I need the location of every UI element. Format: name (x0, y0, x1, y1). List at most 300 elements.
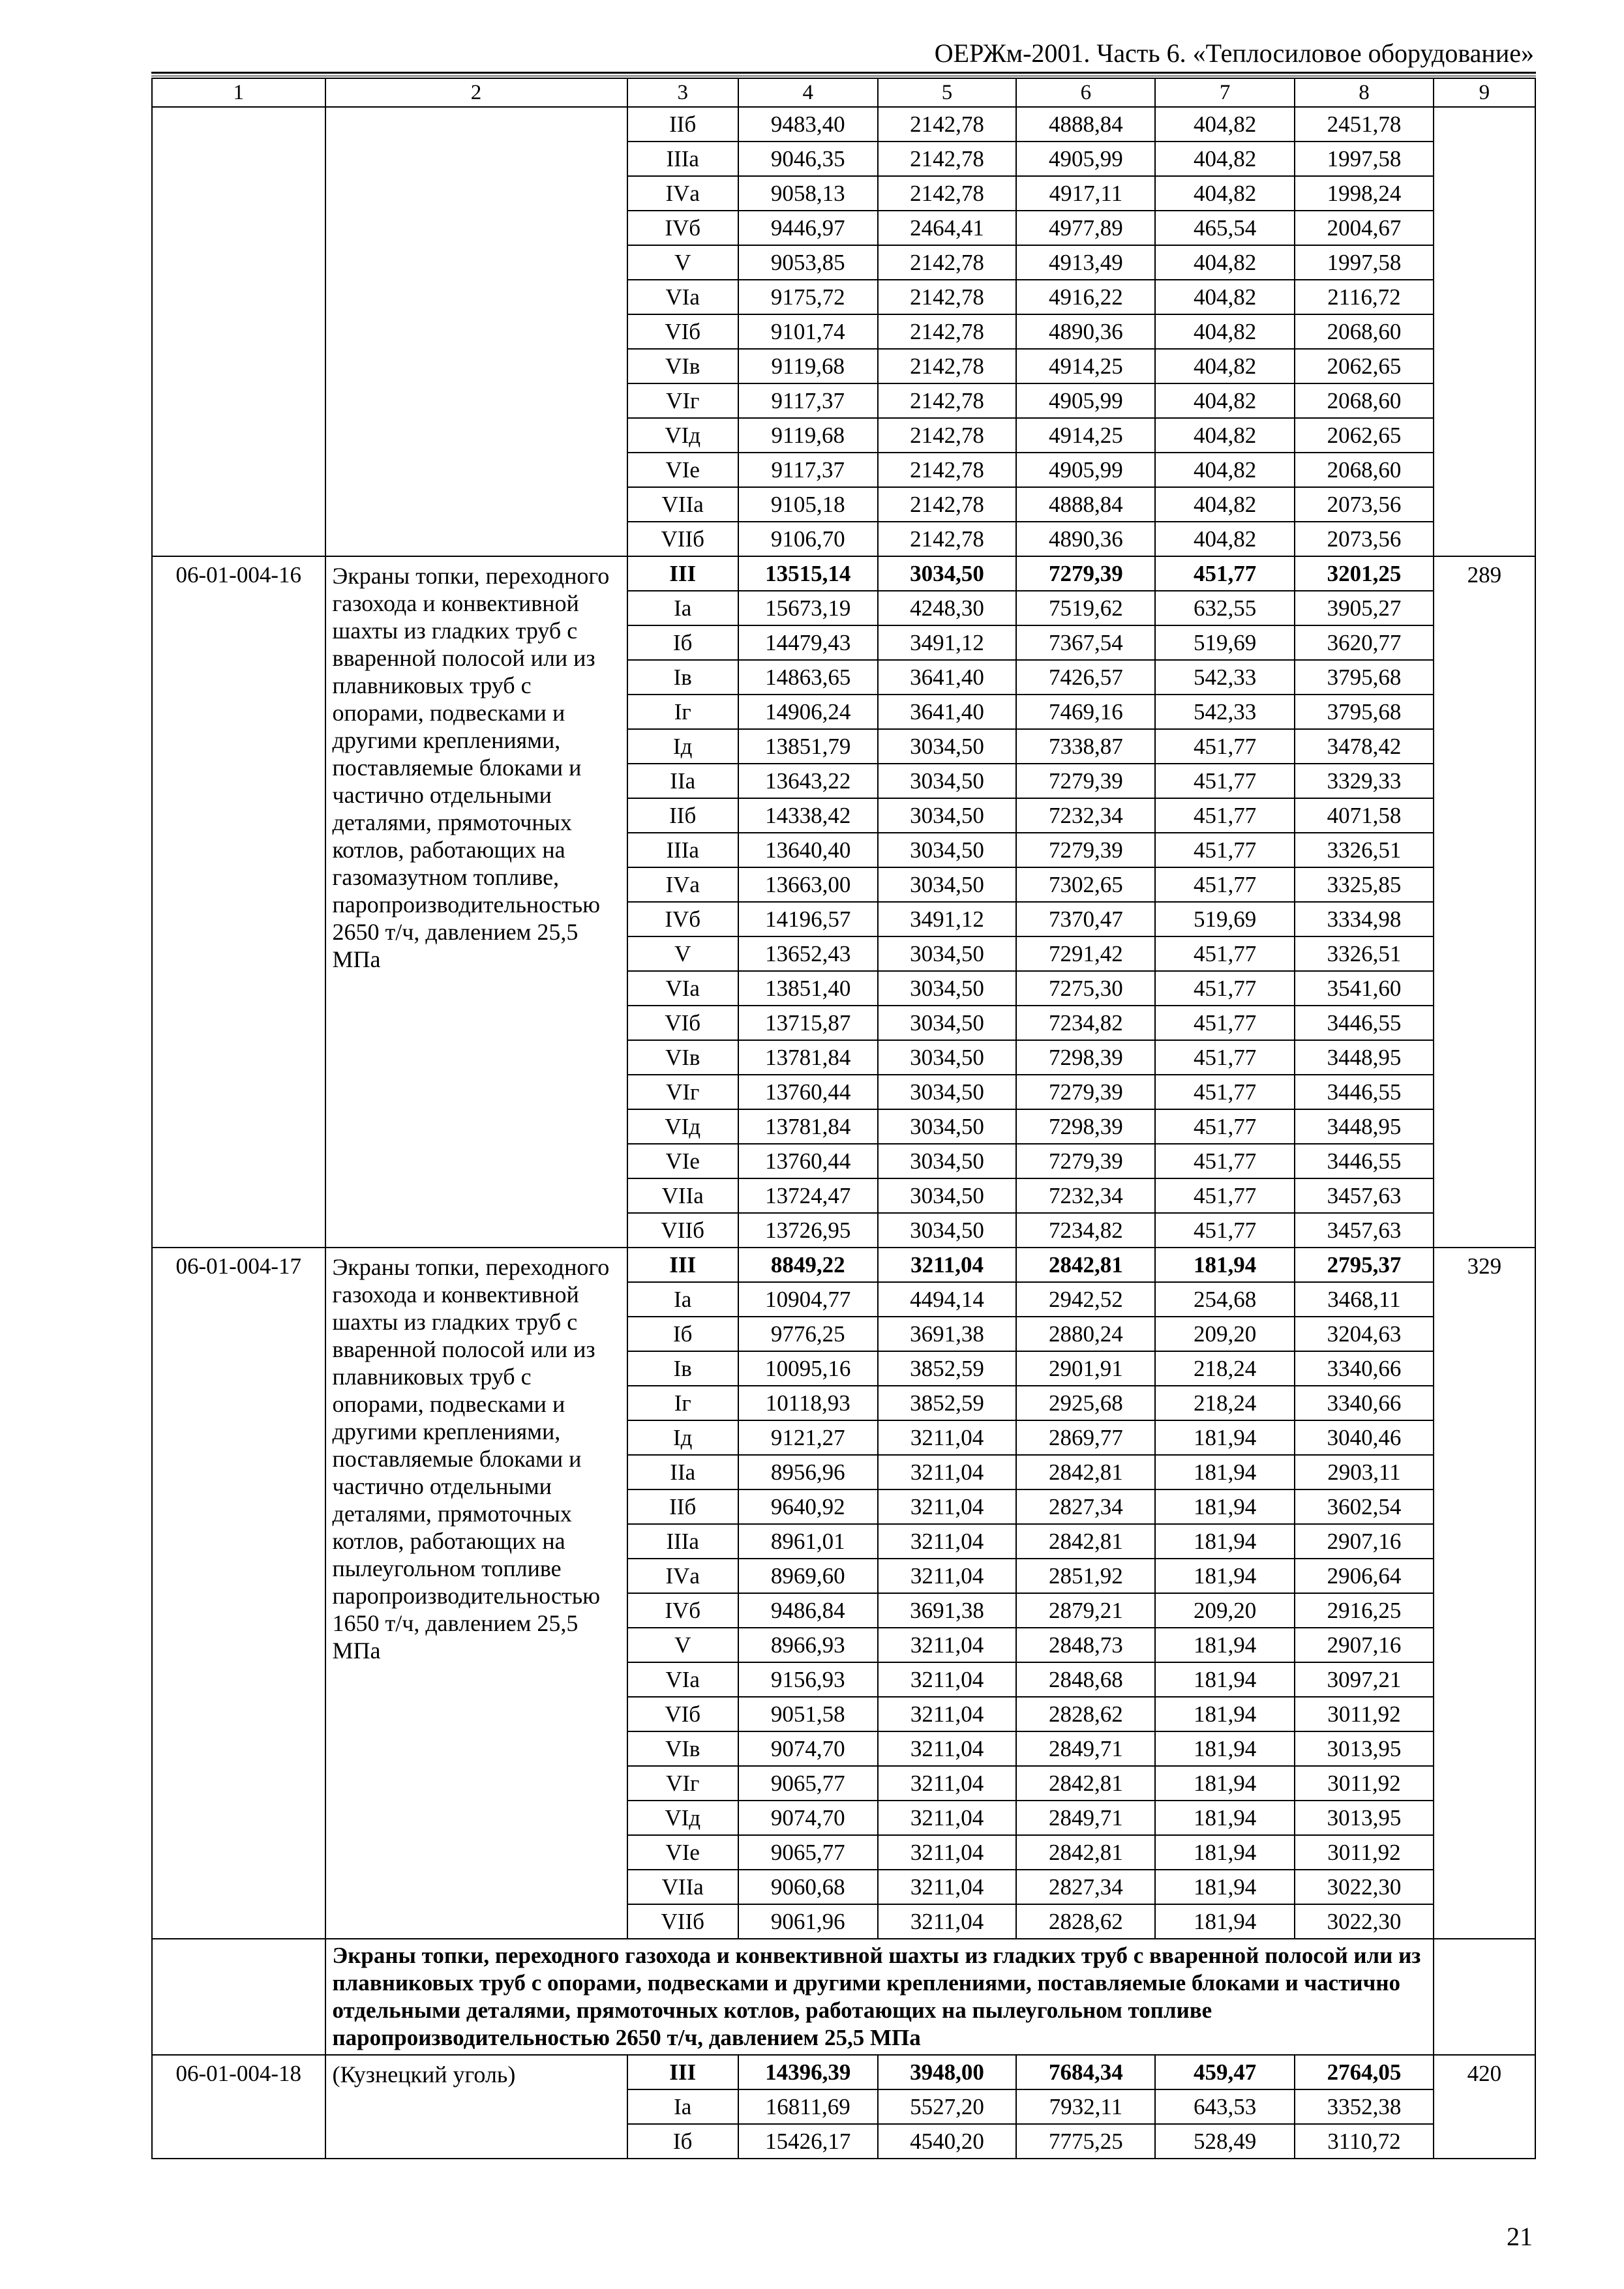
zone-cell: VIа (627, 280, 738, 314)
operator-wages-cell: 218,24 (1155, 1351, 1295, 1386)
zone-cell: VIа (627, 1662, 738, 1697)
total-cost-cell: 9117,37 (738, 383, 878, 418)
total-cost-cell: 9640,92 (738, 1489, 878, 1524)
operator-wages-cell: 451,77 (1155, 1178, 1295, 1213)
materials-cell: 3326,51 (1295, 833, 1434, 867)
materials-cell: 3013,95 (1295, 1731, 1434, 1766)
wages-cell: 3852,59 (878, 1386, 1017, 1420)
machine-cost-cell: 7684,34 (1016, 2055, 1155, 2089)
total-cost-cell: 9060,68 (738, 1870, 878, 1904)
operator-wages-cell: 459,47 (1155, 2055, 1295, 2089)
materials-cell: 2073,56 (1295, 487, 1434, 522)
wages-cell: 2142,78 (878, 349, 1017, 383)
total-cost-cell: 8956,96 (738, 1455, 878, 1489)
materials-cell: 3448,95 (1295, 1040, 1434, 1075)
zone-cell: Iг (627, 1386, 738, 1420)
zone-cell: IIа (627, 1455, 738, 1489)
wages-cell: 3034,50 (878, 556, 1017, 591)
zone-cell: IVа (627, 867, 738, 902)
column-number: 8 (1295, 78, 1434, 107)
zone-cell: IIIа (627, 1524, 738, 1559)
materials-cell: 3457,63 (1295, 1178, 1434, 1213)
materials-cell: 3040,46 (1295, 1420, 1434, 1455)
wages-cell: 3691,38 (878, 1317, 1017, 1351)
materials-cell: 3446,55 (1295, 1006, 1434, 1040)
operator-wages-cell: 451,77 (1155, 1075, 1295, 1109)
zone-cell: Iд (627, 1420, 738, 1455)
machine-cost-cell: 4888,84 (1016, 107, 1155, 142)
wages-cell: 3034,50 (878, 867, 1017, 902)
wages-cell: 3034,50 (878, 798, 1017, 833)
total-cost-cell: 9119,68 (738, 349, 878, 383)
machine-cost-cell: 4917,11 (1016, 176, 1155, 211)
machine-cost-cell: 7279,39 (1016, 1075, 1155, 1109)
wages-cell: 2142,78 (878, 107, 1017, 142)
total-cost-cell: 9119,68 (738, 418, 878, 453)
total-cost-cell: 9121,27 (738, 1420, 878, 1455)
machine-cost-cell: 7367,54 (1016, 625, 1155, 660)
materials-cell: 3201,25 (1295, 556, 1434, 591)
table-row (152, 107, 1535, 142)
wages-cell: 3211,04 (878, 1420, 1017, 1455)
zone-cell: VIIа (627, 487, 738, 522)
materials-cell: 2764,05 (1295, 2055, 1434, 2089)
operator-wages-cell: 404,82 (1155, 107, 1295, 142)
machine-cost-cell: 2869,77 (1016, 1420, 1155, 1455)
wages-cell: 2142,78 (878, 280, 1017, 314)
wages-cell: 2142,78 (878, 453, 1017, 487)
zone-cell: Iа (627, 1282, 738, 1317)
zone-cell: VIб (627, 314, 738, 349)
total-cost-cell: 14479,43 (738, 625, 878, 660)
total-cost-cell: 9483,40 (738, 107, 878, 142)
wages-cell: 3211,04 (878, 1524, 1017, 1559)
wages-cell: 2142,78 (878, 418, 1017, 453)
zone-cell: III (627, 556, 738, 591)
materials-cell: 3011,92 (1295, 1697, 1434, 1731)
total-cost-cell: 14196,57 (738, 902, 878, 936)
operator-wages-cell: 451,77 (1155, 867, 1295, 902)
operator-wages-cell: 404,82 (1155, 349, 1295, 383)
total-cost-cell: 9074,70 (738, 1801, 878, 1835)
machine-cost-cell: 2842,81 (1016, 1835, 1155, 1870)
wages-cell: 3211,04 (878, 1904, 1017, 1939)
wages-cell: 3034,50 (878, 1144, 1017, 1178)
zone-cell: IIб (627, 1489, 738, 1524)
machine-cost-cell: 7370,47 (1016, 902, 1155, 936)
zone-cell: VIд (627, 1801, 738, 1835)
machine-cost-cell: 2848,73 (1016, 1628, 1155, 1662)
operator-wages-cell: 451,77 (1155, 1040, 1295, 1075)
total-cost-cell: 15426,17 (738, 2124, 878, 2159)
machine-cost-cell: 7279,39 (1016, 764, 1155, 798)
machine-cost-cell: 2901,91 (1016, 1351, 1155, 1386)
materials-cell: 2907,16 (1295, 1524, 1434, 1559)
machine-cost-cell: 7426,57 (1016, 660, 1155, 695)
wages-cell: 3641,40 (878, 660, 1017, 695)
total-cost-cell: 13652,43 (738, 936, 878, 971)
machine-cost-cell: 7279,39 (1016, 556, 1155, 591)
total-cost-cell: 9065,77 (738, 1766, 878, 1801)
total-cost-cell: 13643,22 (738, 764, 878, 798)
norm-cell-empty (1434, 107, 1535, 556)
operator-wages-cell: 181,94 (1155, 1524, 1295, 1559)
machine-cost-cell: 7232,34 (1016, 798, 1155, 833)
zone-cell: VIг (627, 1766, 738, 1801)
wages-cell: 3641,40 (878, 695, 1017, 729)
total-cost-cell: 10095,16 (738, 1351, 878, 1386)
materials-cell: 3013,95 (1295, 1801, 1434, 1835)
materials-cell: 3204,63 (1295, 1317, 1434, 1351)
materials-cell: 3795,68 (1295, 660, 1434, 695)
wages-cell: 3211,04 (878, 1248, 1017, 1282)
zone-cell: VIIа (627, 1178, 738, 1213)
machine-cost-cell: 4914,25 (1016, 349, 1155, 383)
code-cell-empty (152, 107, 325, 556)
zone-cell: VIб (627, 1697, 738, 1731)
materials-cell: 1997,58 (1295, 245, 1434, 280)
materials-cell: 2068,60 (1295, 383, 1434, 418)
header-rule (151, 72, 1536, 74)
zone-cell: IVб (627, 902, 738, 936)
wages-cell: 3491,12 (878, 902, 1017, 936)
norm-value: 289 (1434, 556, 1535, 1248)
machine-cost-cell: 2851,92 (1016, 1559, 1155, 1593)
zone-cell: Iд (627, 729, 738, 764)
header-title: ОЕРЖм-2001. Часть 6. «Теплосиловое оборудование» (934, 38, 1534, 68)
machine-cost-cell: 2942,52 (1016, 1282, 1155, 1317)
operator-wages-cell: 451,77 (1155, 798, 1295, 833)
materials-cell: 3795,68 (1295, 695, 1434, 729)
zone-cell: VIв (627, 349, 738, 383)
operator-wages-cell: 404,82 (1155, 176, 1295, 211)
total-cost-cell: 9053,85 (738, 245, 878, 280)
wages-cell: 3211,04 (878, 1801, 1017, 1835)
total-cost-cell: 9117,37 (738, 453, 878, 487)
zone-cell: Iв (627, 660, 738, 695)
zone-cell: III (627, 2055, 738, 2089)
materials-cell: 3468,11 (1295, 1282, 1434, 1317)
materials-cell: 3905,27 (1295, 591, 1434, 625)
total-cost-cell: 9486,84 (738, 1593, 878, 1628)
operator-wages-cell: 451,77 (1155, 971, 1295, 1006)
total-cost-cell: 8961,01 (738, 1524, 878, 1559)
wages-cell: 2142,78 (878, 487, 1017, 522)
operator-wages-cell: 404,82 (1155, 522, 1295, 556)
total-cost-cell: 9446,97 (738, 211, 878, 245)
materials-cell: 3340,66 (1295, 1386, 1434, 1420)
item-code: 06-01-004-17 (152, 1248, 325, 1939)
zone-cell: IVа (627, 176, 738, 211)
machine-cost-cell: 2842,81 (1016, 1455, 1155, 1489)
wages-cell: 3211,04 (878, 1559, 1017, 1593)
materials-cell: 2068,60 (1295, 453, 1434, 487)
machine-cost-cell: 2880,24 (1016, 1317, 1155, 1351)
total-cost-cell: 14863,65 (738, 660, 878, 695)
operator-wages-cell: 181,94 (1155, 1420, 1295, 1455)
zone-cell: IIIа (627, 833, 738, 867)
norm-value: 420 (1434, 2055, 1535, 2159)
operator-wages-cell: 181,94 (1155, 1662, 1295, 1697)
group-summary-row (152, 1248, 1535, 1282)
machine-cost-cell: 2925,68 (1016, 1386, 1155, 1420)
machine-cost-cell: 2879,21 (1016, 1593, 1155, 1628)
zone-cell: Iг (627, 695, 738, 729)
machine-cost-cell: 2842,81 (1016, 1248, 1155, 1282)
wages-cell: 3034,50 (878, 971, 1017, 1006)
materials-cell: 3446,55 (1295, 1075, 1434, 1109)
wages-cell: 3211,04 (878, 1731, 1017, 1766)
column-number: 6 (1016, 78, 1155, 107)
materials-cell: 2906,64 (1295, 1559, 1434, 1593)
operator-wages-cell: 181,94 (1155, 1731, 1295, 1766)
operator-wages-cell: 181,94 (1155, 1904, 1295, 1939)
operator-wages-cell: 209,20 (1155, 1593, 1295, 1628)
wages-cell: 5527,20 (878, 2089, 1017, 2124)
machine-cost-cell: 7298,39 (1016, 1040, 1155, 1075)
page-number: 21 (1507, 2222, 1533, 2251)
zone-cell: VIв (627, 1731, 738, 1766)
total-cost-cell: 9058,13 (738, 176, 878, 211)
zone-cell: Iа (627, 591, 738, 625)
machine-cost-cell: 7234,82 (1016, 1213, 1155, 1248)
operator-wages-cell: 542,33 (1155, 695, 1295, 729)
zone-cell: Iа (627, 2089, 738, 2124)
operator-wages-cell: 451,77 (1155, 556, 1295, 591)
total-cost-cell: 13781,84 (738, 1109, 878, 1144)
materials-cell: 2451,78 (1295, 107, 1434, 142)
materials-cell: 2068,60 (1295, 314, 1434, 349)
wages-cell: 3211,04 (878, 1835, 1017, 1870)
machine-cost-cell: 7279,39 (1016, 1144, 1155, 1178)
total-cost-cell: 13724,47 (738, 1178, 878, 1213)
total-cost-cell: 9156,93 (738, 1662, 878, 1697)
zone-cell: IIб (627, 107, 738, 142)
operator-wages-cell: 404,82 (1155, 383, 1295, 418)
wages-cell: 3034,50 (878, 833, 1017, 867)
zone-cell: VIе (627, 453, 738, 487)
machine-cost-cell: 4905,99 (1016, 383, 1155, 418)
machine-cost-cell: 7469,16 (1016, 695, 1155, 729)
total-cost-cell: 13640,40 (738, 833, 878, 867)
materials-cell: 3022,30 (1295, 1904, 1434, 1939)
operator-wages-cell: 218,24 (1155, 1386, 1295, 1420)
zone-cell: VIIб (627, 522, 738, 556)
operator-wages-cell: 451,77 (1155, 729, 1295, 764)
operator-wages-cell: 451,77 (1155, 1006, 1295, 1040)
operator-wages-cell: 181,94 (1155, 1455, 1295, 1489)
wages-cell: 3034,50 (878, 1213, 1017, 1248)
materials-cell: 3326,51 (1295, 936, 1434, 971)
operator-wages-cell: 542,33 (1155, 660, 1295, 695)
wages-cell: 3211,04 (878, 1455, 1017, 1489)
materials-cell: 3011,92 (1295, 1766, 1434, 1801)
operator-wages-cell: 451,77 (1155, 1109, 1295, 1144)
total-cost-cell: 9101,74 (738, 314, 878, 349)
wages-cell: 2464,41 (878, 211, 1017, 245)
column-number: 9 (1434, 78, 1535, 107)
total-cost-cell: 10904,77 (738, 1282, 878, 1317)
total-cost-cell: 16811,69 (738, 2089, 878, 2124)
operator-wages-cell: 181,94 (1155, 1801, 1295, 1835)
zone-cell: VIIб (627, 1904, 738, 1939)
item-description: (Кузнецкий уголь) (325, 2055, 627, 2159)
section-title: Экраны топки, переходного газохода и конвективной шахты из гладких труб с вваренной полосой или из плавниковых труб с опорами, подвесками и другими креплениями, поставляемые блоками и частично отдельными деталями, прямоточных котлов, работающих на пылеугольном топливе паропроизводительностью 2650 т/ч, давлением 25,5 МПа (325, 1939, 1434, 2055)
wages-cell: 4494,14 (878, 1282, 1017, 1317)
wages-cell: 3491,12 (878, 625, 1017, 660)
zone-cell: VIд (627, 418, 738, 453)
operator-wages-cell: 643,53 (1155, 2089, 1295, 2124)
total-cost-cell: 9051,58 (738, 1697, 878, 1731)
total-cost-cell: 13663,00 (738, 867, 878, 902)
wages-cell: 2142,78 (878, 314, 1017, 349)
machine-cost-cell: 7338,87 (1016, 729, 1155, 764)
wages-cell: 3211,04 (878, 1870, 1017, 1904)
section-heading-row (152, 1939, 1535, 2055)
operator-wages-cell: 181,94 (1155, 1697, 1295, 1731)
operator-wages-cell: 519,69 (1155, 625, 1295, 660)
description-cell-empty (325, 107, 627, 556)
total-cost-cell: 8849,22 (738, 1248, 878, 1282)
wages-cell: 3034,50 (878, 764, 1017, 798)
section-code-empty (152, 1939, 325, 2055)
zone-cell: VIв (627, 1040, 738, 1075)
total-cost-cell: 9776,25 (738, 1317, 878, 1351)
item-description: Экраны топки, переходного газохода и конвективной шахты из гладких труб с вваренной полосой или из плавниковых труб с опорами, подвесками и другими креплениями, поставляемые блоками и частично отдельными деталями, прямоточных котлов, работающих на газомазутном топливе, паропроизводительностью 2650 т/ч, давлением 25,5 МПа (325, 556, 627, 1248)
total-cost-cell: 9175,72 (738, 280, 878, 314)
total-cost-cell: 13515,14 (738, 556, 878, 591)
materials-cell: 3334,98 (1295, 902, 1434, 936)
operator-wages-cell: 632,55 (1155, 591, 1295, 625)
materials-cell: 2004,67 (1295, 211, 1434, 245)
operator-wages-cell: 404,82 (1155, 245, 1295, 280)
zone-cell: III (627, 1248, 738, 1282)
column-number: 4 (738, 78, 878, 107)
materials-cell: 2062,65 (1295, 349, 1434, 383)
column-number: 7 (1155, 78, 1295, 107)
wages-cell: 4540,20 (878, 2124, 1017, 2159)
zone-cell: VIд (627, 1109, 738, 1144)
materials-cell: 3478,42 (1295, 729, 1434, 764)
machine-cost-cell: 7234,82 (1016, 1006, 1155, 1040)
materials-cell: 2073,56 (1295, 522, 1434, 556)
materials-cell: 2795,37 (1295, 1248, 1434, 1282)
machine-cost-cell: 2848,68 (1016, 1662, 1155, 1697)
wages-cell: 3034,50 (878, 1006, 1017, 1040)
group-summary-row (152, 556, 1535, 591)
machine-cost-cell: 4888,84 (1016, 487, 1155, 522)
operator-wages-cell: 181,94 (1155, 1835, 1295, 1870)
zone-cell: VIе (627, 1144, 738, 1178)
materials-cell: 3011,92 (1295, 1835, 1434, 1870)
total-cost-cell: 9046,35 (738, 142, 878, 176)
operator-wages-cell: 404,82 (1155, 487, 1295, 522)
total-cost-cell: 8969,60 (738, 1559, 878, 1593)
operator-wages-cell: 451,77 (1155, 1213, 1295, 1248)
machine-cost-cell: 4914,25 (1016, 418, 1155, 453)
wages-cell: 3034,50 (878, 936, 1017, 971)
zone-cell: IIб (627, 798, 738, 833)
norm-value: 329 (1434, 1248, 1535, 1939)
column-number: 2 (325, 78, 627, 107)
wages-cell: 3852,59 (878, 1351, 1017, 1386)
machine-cost-cell: 2828,62 (1016, 1904, 1155, 1939)
machine-cost-cell: 4916,22 (1016, 280, 1155, 314)
total-cost-cell: 13781,84 (738, 1040, 878, 1075)
section-norm-empty (1434, 1939, 1535, 2055)
wages-cell: 2142,78 (878, 176, 1017, 211)
item-description: Экраны топки, переходного газохода и конвективной шахты из гладких труб с вваренной полосой или из плавниковых труб с опорами, подвесками и другими креплениями, поставляемые блоками и частично отдельными деталями, прямоточных котлов, работающих на пылеугольном топливе паропроизводительностью 1650 т/ч, давлением 25,5 МПа (325, 1248, 627, 1939)
operator-wages-cell: 404,82 (1155, 142, 1295, 176)
operator-wages-cell: 181,94 (1155, 1248, 1295, 1282)
total-cost-cell: 13715,87 (738, 1006, 878, 1040)
machine-cost-cell: 7302,65 (1016, 867, 1155, 902)
column-number: 3 (627, 78, 738, 107)
materials-cell: 3446,55 (1295, 1144, 1434, 1178)
operator-wages-cell: 181,94 (1155, 1766, 1295, 1801)
wages-cell: 3211,04 (878, 1489, 1017, 1524)
zone-cell: IVа (627, 1559, 738, 1593)
zone-cell: V (627, 245, 738, 280)
item-code: 06-01-004-16 (152, 556, 325, 1248)
zone-cell: VIг (627, 383, 738, 418)
price-table (151, 78, 1536, 2159)
zone-cell: Iб (627, 1317, 738, 1351)
total-cost-cell: 13760,44 (738, 1144, 878, 1178)
machine-cost-cell: 7775,25 (1016, 2124, 1155, 2159)
materials-cell: 3602,54 (1295, 1489, 1434, 1524)
zone-cell: VIе (627, 1835, 738, 1870)
wages-cell: 2142,78 (878, 245, 1017, 280)
operator-wages-cell: 519,69 (1155, 902, 1295, 936)
operator-wages-cell: 404,82 (1155, 418, 1295, 453)
column-number: 5 (878, 78, 1017, 107)
operator-wages-cell: 181,94 (1155, 1870, 1295, 1904)
total-cost-cell: 13851,79 (738, 729, 878, 764)
materials-cell: 3110,72 (1295, 2124, 1434, 2159)
operator-wages-cell: 181,94 (1155, 1489, 1295, 1524)
wages-cell: 3211,04 (878, 1697, 1017, 1731)
total-cost-cell: 9065,77 (738, 1835, 878, 1870)
machine-cost-cell: 4890,36 (1016, 314, 1155, 349)
total-cost-cell: 13760,44 (738, 1075, 878, 1109)
operator-wages-cell: 451,77 (1155, 936, 1295, 971)
column-numbers-row (152, 78, 1535, 107)
operator-wages-cell: 254,68 (1155, 1282, 1295, 1317)
zone-cell: IVб (627, 1593, 738, 1628)
total-cost-cell: 14906,24 (738, 695, 878, 729)
machine-cost-cell: 4905,99 (1016, 453, 1155, 487)
machine-cost-cell: 2849,71 (1016, 1731, 1155, 1766)
materials-cell: 4071,58 (1295, 798, 1434, 833)
machine-cost-cell: 7279,39 (1016, 833, 1155, 867)
wages-cell: 3211,04 (878, 1662, 1017, 1697)
wages-cell: 2142,78 (878, 383, 1017, 418)
machine-cost-cell: 2842,81 (1016, 1766, 1155, 1801)
operator-wages-cell: 209,20 (1155, 1317, 1295, 1351)
machine-cost-cell: 2828,62 (1016, 1697, 1155, 1731)
zone-cell: VIIа (627, 1870, 738, 1904)
materials-cell: 3340,66 (1295, 1351, 1434, 1386)
operator-wages-cell: 404,82 (1155, 280, 1295, 314)
materials-cell: 3329,33 (1295, 764, 1434, 798)
materials-cell: 3541,60 (1295, 971, 1434, 1006)
zone-cell: VIIб (627, 1213, 738, 1248)
wages-cell: 2142,78 (878, 142, 1017, 176)
operator-wages-cell: 181,94 (1155, 1628, 1295, 1662)
wages-cell: 3211,04 (878, 1766, 1017, 1801)
total-cost-cell: 8966,93 (738, 1628, 878, 1662)
